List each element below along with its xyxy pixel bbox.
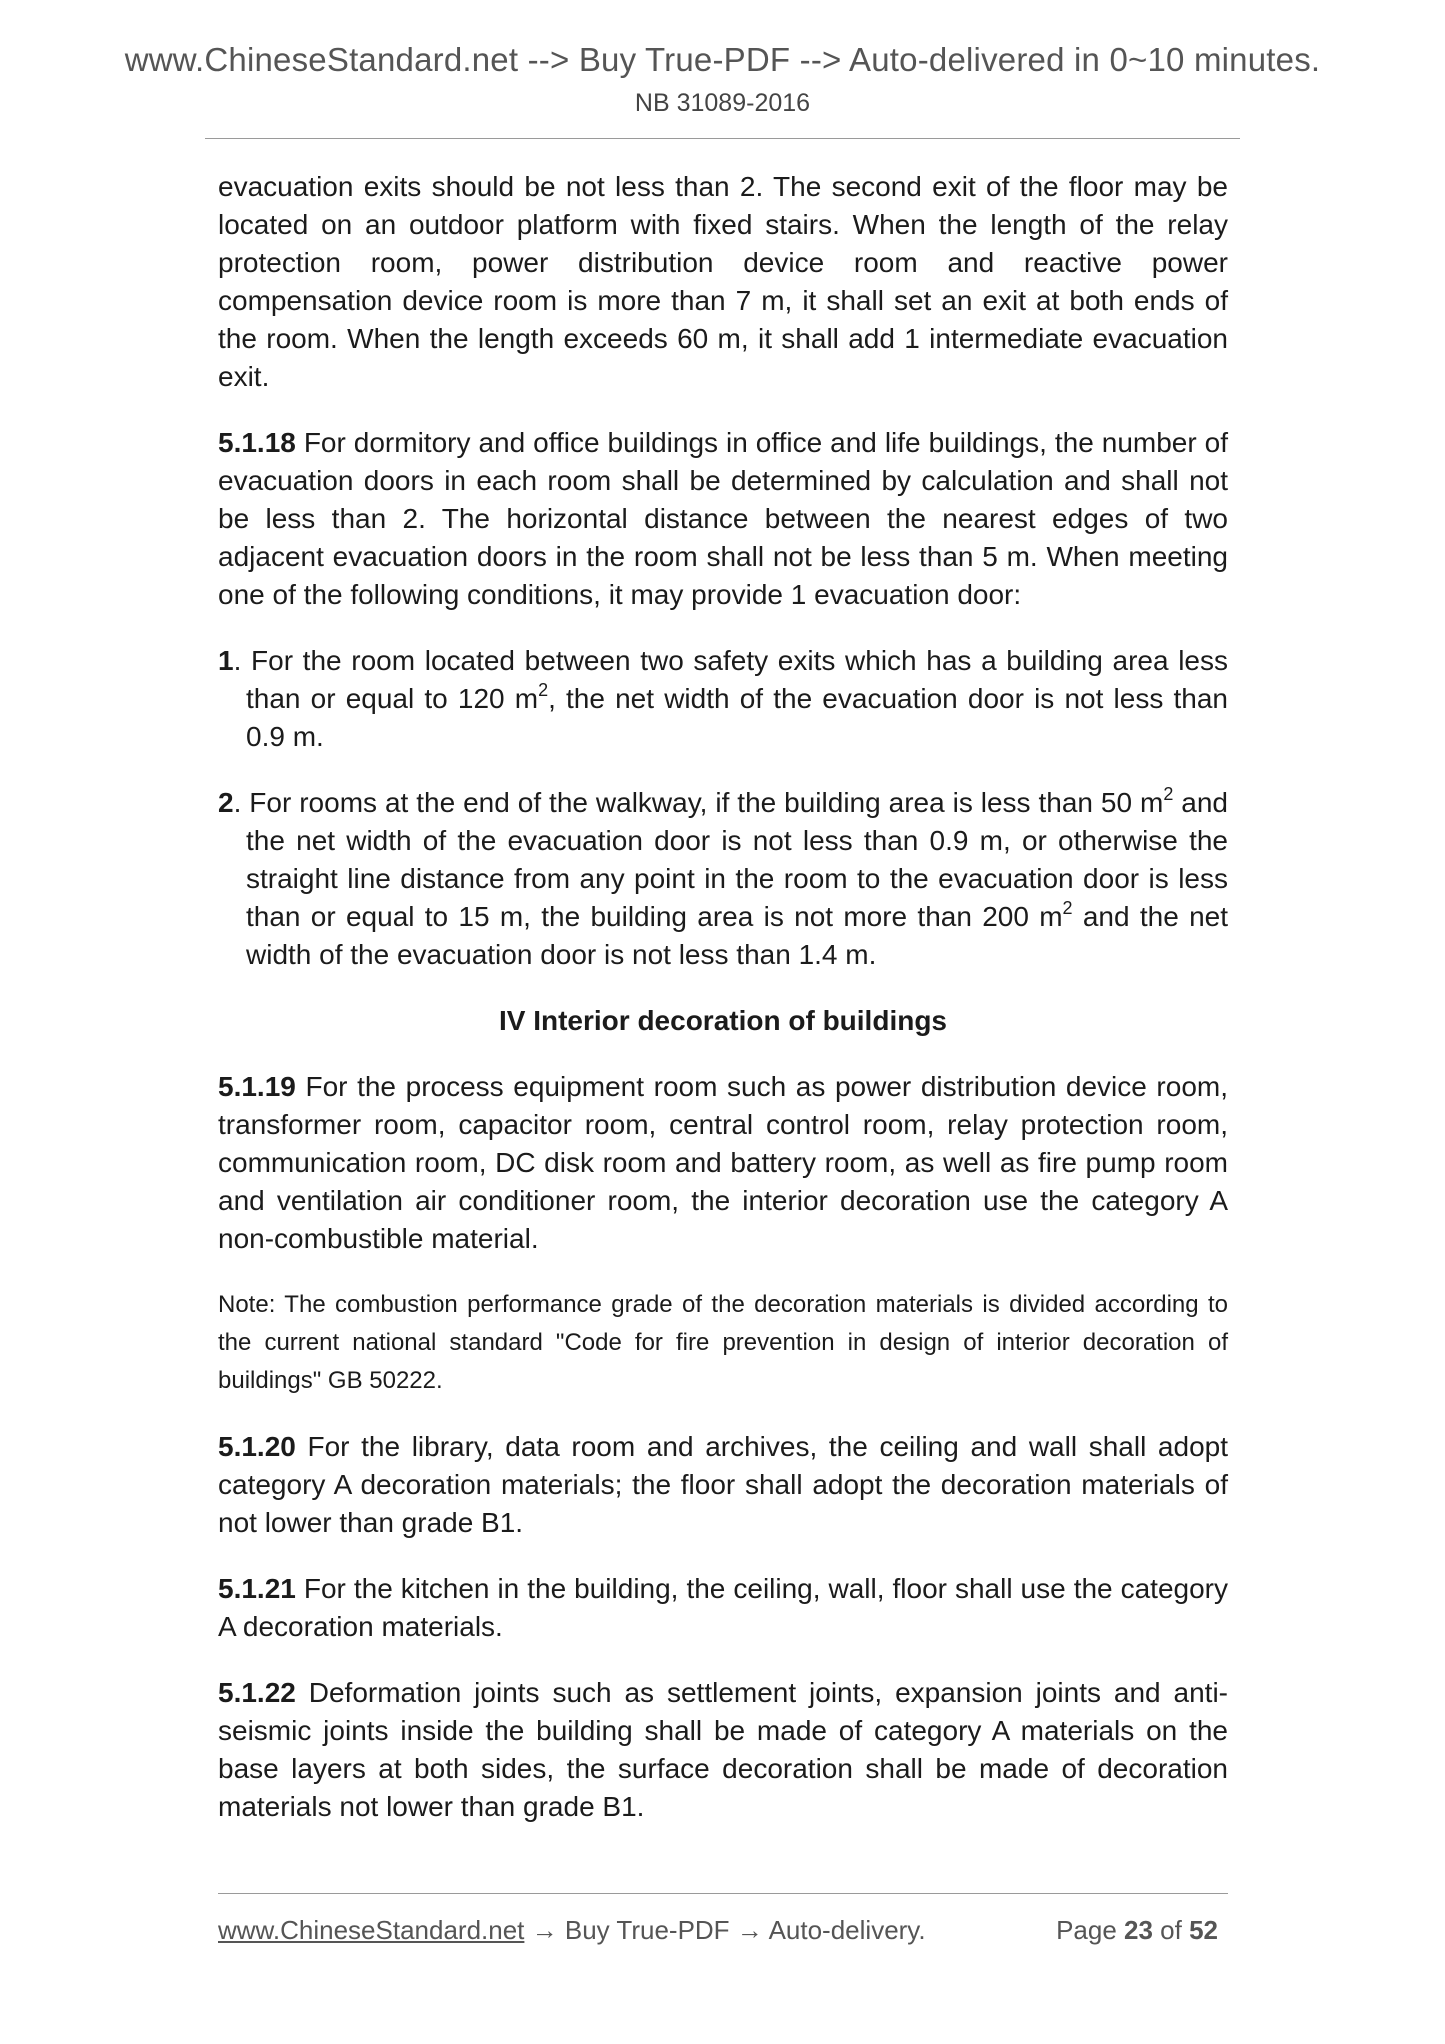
clause-number: 5.1.20 [218, 1431, 296, 1462]
clause-5-1-21 [218, 1570, 1228, 1646]
clause-5-1-18 [218, 424, 1228, 614]
document-body [218, 168, 1228, 1854]
clause-text: For the process equipment room such as power distribution device room, transformer room, capacitor room, central control room, relay protection room, communication room, DC disk room and battery room, as well as fire pump room and ventilation air conditioner room, the interior decoration use the category A non-combustible material. [218, 1071, 1228, 1254]
note: Note: The combustion performance grade of the decoration materials is divided according to the current national standard "Code for fire prevention in design of interior decoration of buildings" GB 50222. [218, 1291, 1228, 1394]
clause-5-1-20 [218, 1428, 1228, 1542]
list-text: and the net width of the evacuation door is not less than 1.4 m. [246, 901, 1229, 970]
list-marker: 1 [218, 645, 234, 676]
list-text: . For the room located between two safety exits which has a building area less than or equal to 120 m [233, 645, 1228, 714]
clause-5-1-19 [218, 1068, 1228, 1258]
page-indicator [1056, 1912, 1218, 1948]
clause-5-1-22 [218, 1674, 1228, 1826]
list-text: and the net width of the evacuation door is not less than 0.9 m, or otherwise the straight line distance from any point in the room to the evacuation door is less than or equal to 15 m, the building area is not more than 200 m [246, 787, 1228, 932]
page-header [0, 38, 1445, 120]
clause-text: Deformation joints such as settlement joints, expansion joints and anti-seismic joints inside the building shall be made of category A materials on the base layers at both sides, the surface decoration shall be made of decoration materials not lower than grade B1. [218, 1677, 1228, 1822]
page-of-label: of [1152, 1915, 1190, 1945]
clause-text: For dormitory and office buildings in office and life buildings, the number of evacuation doors in each room shall be determined by calculation and shall not be less than 2. The horizontal distance between the nearest edges of two adjacent evacuation doors in the room shall not be less than 5 m. When meeting one of the following conditions, it may provide 1 evacuation door: [218, 427, 1228, 610]
continuation-paragraph: evacuation exits should be not less than 2. The second exit of the floor may be located on an outdoor platform with fixed stairs. When the length of the relay protection room, power distribution device room and reactive power compensation device room is more than 7 m, it shall set an exit at both ends of the room. When the length exceeds 60 m, it shall add 1 intermediate evacuation exit. [218, 171, 1228, 392]
footer-divider [218, 1893, 1228, 1894]
header-divider [205, 138, 1240, 139]
clause-number: 5.1.19 [218, 1071, 296, 1102]
clause-number: 5.1.22 [218, 1677, 296, 1708]
current-page-number: 23 [1124, 1915, 1153, 1945]
footer-left [218, 1912, 926, 1948]
superscript: 2 [1163, 783, 1174, 804]
header-banner: www.ChineseStandard.net --> Buy True-PDF --> Auto-delivered in 0~10 minutes. [124, 41, 1321, 78]
page-label: Page [1056, 1915, 1125, 1945]
standard-number: NB 31089-2016 [634, 89, 811, 117]
clause-number: 5.1.21 [218, 1573, 296, 1604]
list-text: , the net width of the evacuation door is not less than 0.9 m. [246, 683, 1228, 752]
section-heading: IV Interior decoration of buildings [498, 1005, 947, 1036]
list-item-1 [218, 642, 1228, 756]
clause-text: For the kitchen in the building, the ceiling, wall, floor shall use the category A decoration materials. [218, 1573, 1228, 1642]
superscript: 2 [1062, 897, 1073, 918]
total-page-count: 52 [1189, 1915, 1218, 1945]
clause-text: For the library, data room and archives, the ceiling and wall shall adopt category A decoration materials; the floor shall adopt the decoration materials of not lower than grade B1. [218, 1431, 1228, 1538]
site-link[interactable]: www.ChineseStandard.net [218, 1915, 525, 1945]
clause-number: 5.1.18 [218, 427, 296, 458]
list-item-2 [218, 784, 1228, 974]
list-marker: 2 [218, 787, 234, 818]
footer-tagline: → Buy True-PDF → Auto-delivery. [524, 1915, 926, 1945]
list-text: . For rooms at the end of the walkway, if the building area is less than 50 m [233, 787, 1164, 818]
superscript: 2 [538, 679, 549, 700]
